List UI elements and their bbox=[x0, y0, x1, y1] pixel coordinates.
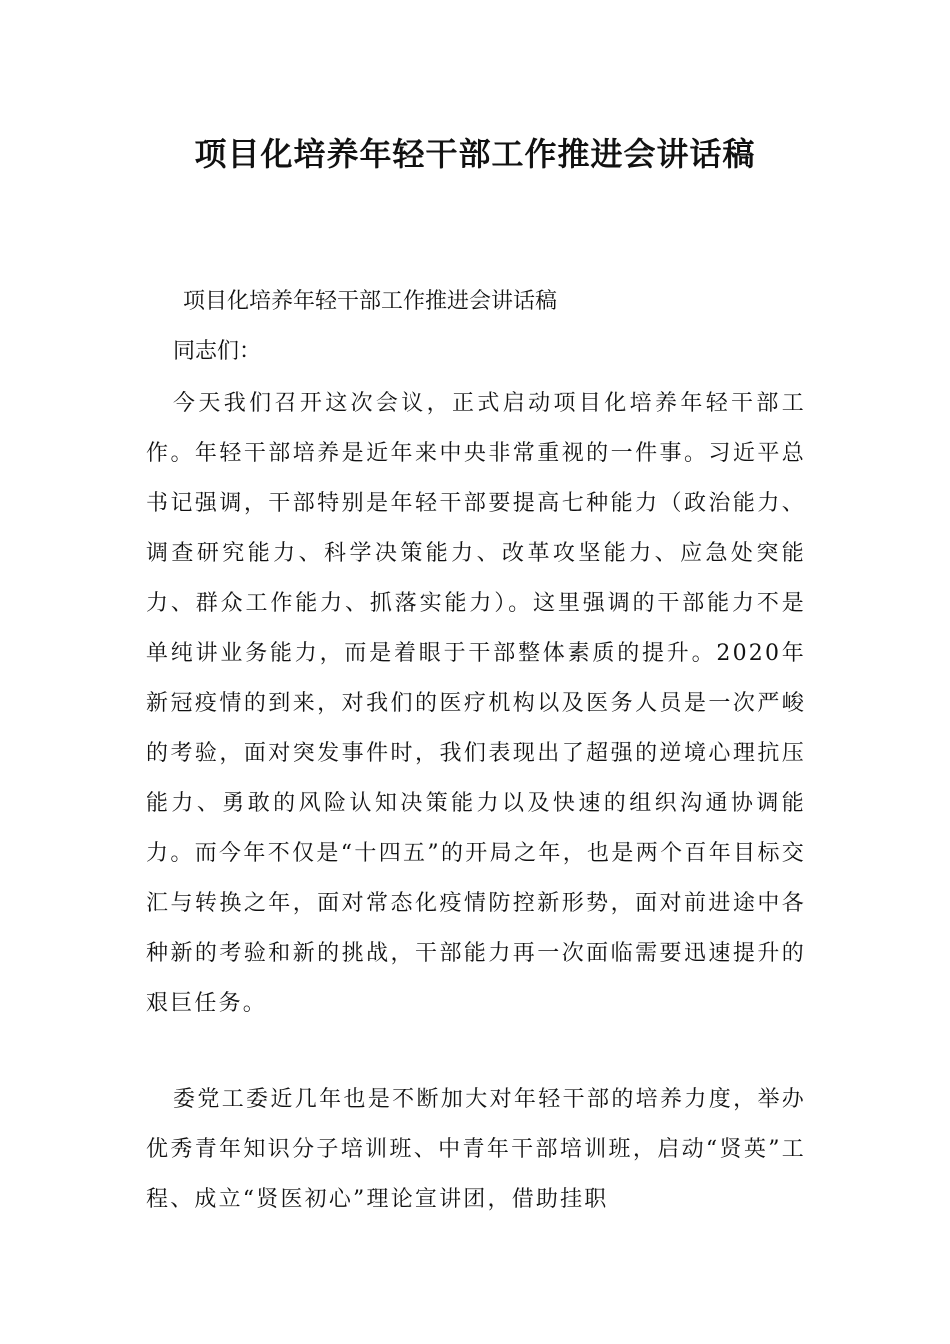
body-paragraph-2: 委党工委近几年也是不断加大对年轻干部的培养力度，举办优秀青年知识分子培训班、中青年干部培训班，启动“贤英”工程、成立“贤医初心”理论宣讲团，借助挂职 bbox=[146, 1087, 806, 1212]
salutation: 同志们： bbox=[173, 339, 262, 364]
document-subtitle: 项目化培养年轻干部工作推进会讲话稿 bbox=[183, 289, 558, 314]
document-title: 项目化培养年轻干部工作推进会讲话稿 bbox=[194, 135, 756, 173]
body-paragraph-1: 今天我们召开这次会议，正式启动项目化培养年轻干部工作。年轻干部培养是近年来中央非常重视的一件事。习近平总书记强调，干部特别是年轻干部要提高七种能力（政治能力、调查研究能力、科学决策能力、改革攻坚能力、应急处突能力、群众工作能力、抓落实能力）。这里强调的干部能力不是单纯讲业务能力，而是着眼于干部整体素质的提升。2020年新冠疫情的到来，对我们的医疗机构以及医务人员是一次严峻的考验，面对突发事件时，我们表现出了超强的逆境心理抗压能力、勇敢的风险认知决策能力以及快速的组织沟通协调能力。而今年不仅是“十四五”的开局之年，也是两个百年目标交汇与转换之年，面对常态化疫情防控新形势，面对前进途中各种新的考验和新的挑战，干部能力再一次面临需要迅速提升的艰巨任务。 bbox=[146, 391, 806, 1016]
